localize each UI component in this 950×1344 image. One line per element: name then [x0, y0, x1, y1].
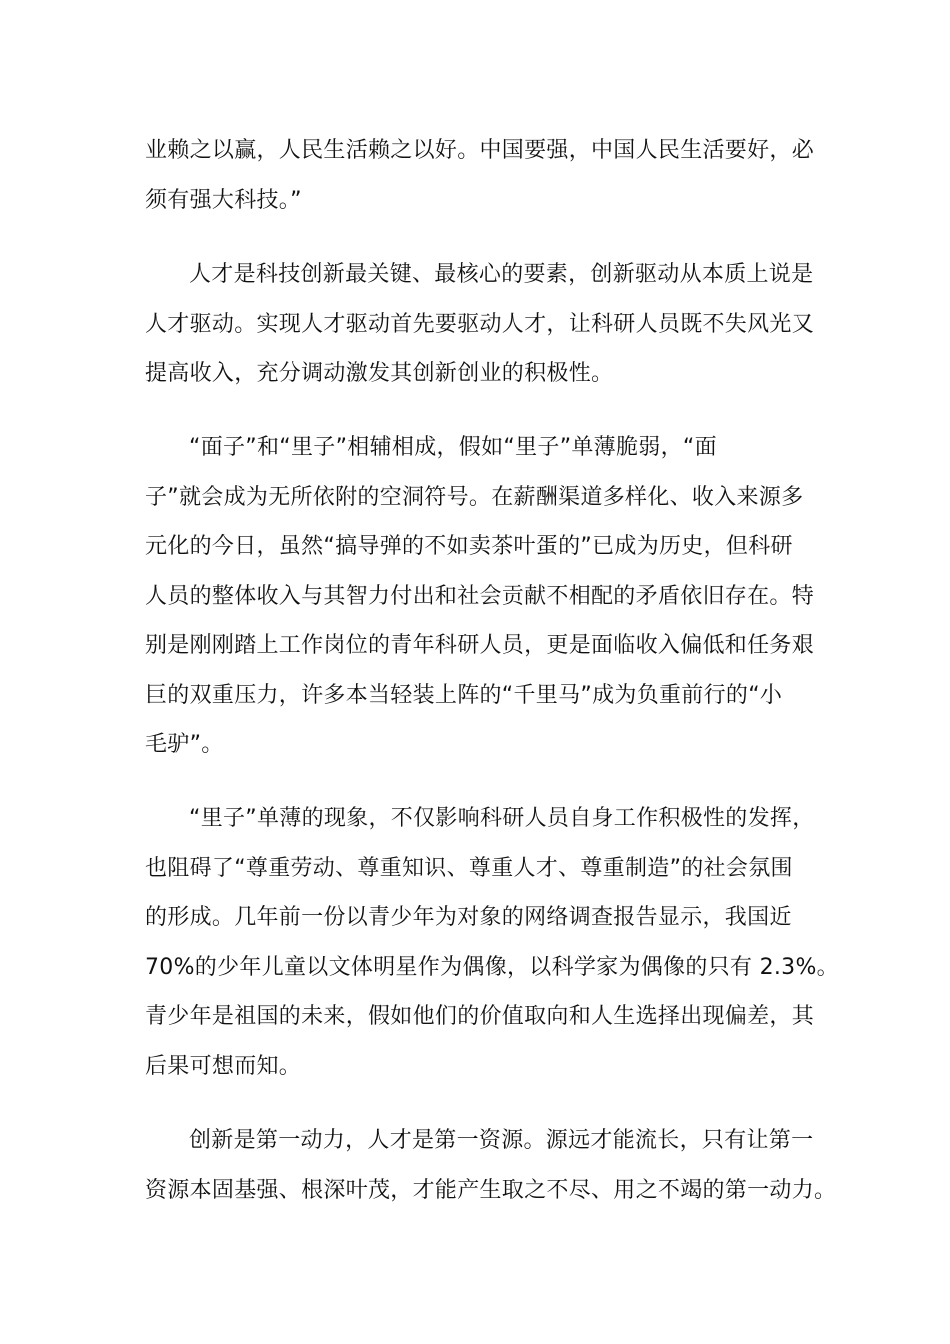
paragraph-3: [145, 423, 815, 770]
paragraph-line: 业赖之以赢，人民生活赖之以好。中国要强，中国人民生活要好，必: [145, 138, 815, 163]
paragraph-line: 创新是第一动力，人才是第一资源。源远才能流长，只有让第一: [189, 1128, 814, 1153]
paragraph-line: 资源本固基强、根深叶茂，才能产生取之不尽、用之不竭的第一动力。: [145, 1177, 837, 1203]
paragraph-line: 须有强大科技。”: [145, 187, 302, 213]
paragraph-line: 元化的今日，虽然“搞导弹的不如卖茶叶蛋的”已成为历史，但科研: [145, 534, 793, 559]
paragraph-line: 后果可想而知。: [145, 1053, 302, 1079]
paragraph-line: 别是刚刚踏上工作岗位的青年科研人员，更是面临收入偏低和任务艰: [145, 633, 815, 658]
paragraph-line: 70%的少年儿童以文体明星作为偶像，以科学家为偶像的只有 2.3%。: [145, 954, 839, 980]
paragraph-line: 的形成。几年前一份以青少年为对象的网络调查报告显示，我国近: [145, 905, 792, 930]
paragraph-5: [145, 1116, 837, 1215]
paragraph-2: [145, 250, 815, 399]
paragraph-line: 人才是科技创新最关键、最核心的要素，创新驱动从本质上说是: [189, 262, 814, 287]
paragraph-4: [145, 794, 839, 1091]
paragraph-line: 也阻碍了“尊重劳动、尊重知识、尊重人才、尊重制造”的社会氛围: [145, 855, 793, 881]
paragraph-line: 人才驱动。实现人才驱动首先要驱动人才，让科研人员既不失风光又: [145, 311, 815, 337]
paragraph-line: 人员的整体收入与其智力付出和社会贡献不相配的矛盾依旧存在。特: [145, 583, 815, 609]
paragraph-line: “面子”和“里子”相辅相成，假如“里子”单薄脆弱，“面: [189, 435, 717, 460]
paragraph-1: [145, 126, 815, 225]
paragraph-line: 青少年是祖国的未来，假如他们的价值取向和人生选择出现偏差，其: [145, 1004, 815, 1029]
paragraph-line: 子”就会成为无所依附的空洞符号。在薪酬渠道多样化、收入来源多: [145, 484, 804, 510]
paragraph-line: “里子”单薄的现象，不仅影响科研人员自身工作积极性的发挥，: [189, 806, 815, 831]
paragraph-line: 巨的双重压力，许多本当轻装上阵的“千里马”成为负重前行的“小: [145, 682, 783, 708]
paragraph-line: 毛驴”。: [145, 732, 224, 757]
paragraph-line: 提高收入，充分调动激发其创新创业的积极性。: [145, 361, 614, 386]
